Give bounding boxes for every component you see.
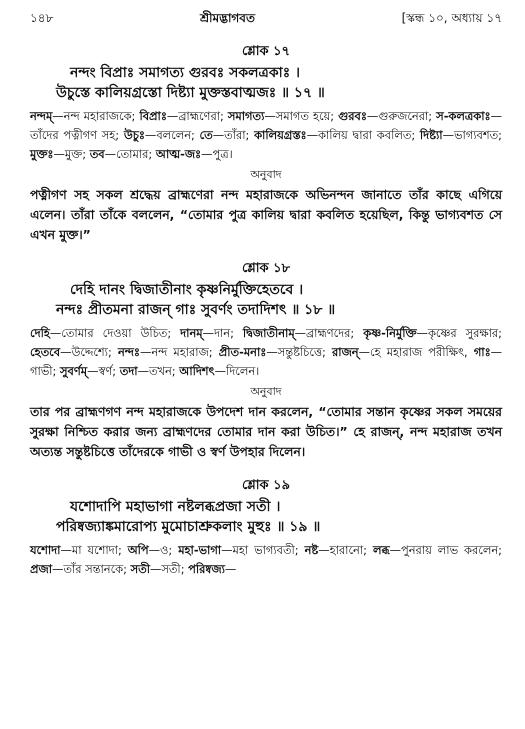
sanskrit-word: নন্দম্ bbox=[30, 109, 53, 123]
word-meaning: হে মহারাজ পরীক্ষিৎ, bbox=[369, 345, 468, 359]
word-meaning: ভাগ্যবশত; bbox=[453, 128, 503, 142]
anubad-label: অনুবাদ bbox=[250, 168, 282, 181]
sanskrit-word: কৃষ্ণ-নির্মুক্তি bbox=[363, 326, 417, 340]
sanskrit-word: দানম্ bbox=[180, 326, 203, 340]
word-by-word: নন্দম্—নন্দ মহারাজকে; বিপ্রাঃ—ব্রাহ্মণেরা; সমাগত্য—সমাগত হয়ে; গুরবঃ—গুরুজনেরা; স-কলত্রকাঃ—তাঁদের পত্নীগণ সহ; উচুঃ—বললেন; তে—তাঁরা; কালিয়গ্রস্তঃ—কালিয় দ্বারা কবলিত; দিষ্ট্যা—ভাগ্যবশত; মুক্তঃ—মুক্ত; তব—তোমার; আত্ম-জঃ—পুত্র। bbox=[30, 109, 503, 161]
sloka-heading: শ্লোক ১৯ bbox=[241, 478, 291, 493]
verse-list bbox=[30, 42, 502, 579]
sanskrit-word: দ্বিজাতীনাম্ bbox=[242, 326, 295, 340]
word-by-word: দেহি—তোমার দেওয়া উচিত; দানম্—দান; দ্বিজাতীনাম্—ব্রাহ্মণদের; কৃষ্ণ-নির্মুক্তি—কৃষ্ণের সুরক্ষার; হেতবে—উদ্দেশ্যে; নন্দঃ—নন্দ মহারাজ; প্রীত-মনাঃ—সন্তুষ্টচিত্তে; রাজন্—হে মহারাজ পরীক্ষিৎ, গাঃ—গাভী; সুবর্ণম্—স্বর্ণ; তদা—তখন; আদিশৎ—দিলেন। bbox=[30, 326, 503, 378]
word-meaning: উদ্দেশ্যে; bbox=[71, 345, 112, 359]
word-meaning: দান; bbox=[213, 326, 234, 340]
chapter-ref: [স্কন্ধ ১০, অধ্যায় ১৭ bbox=[401, 11, 502, 25]
sanskrit-word: বিপ্রাঃ bbox=[139, 109, 167, 123]
translation: পত্নীগণ সহ সকল শ্রদ্ধেয় ব্রাহ্মণেরা নন্দ মহারাজকে অভিনন্দন জানাতে তাঁর কাছে এগিয়ে এলেন। তাঁরা তাঁকে বললেন, “তোমার পুত্র কালিয় দ্বারা কবলিত হয়েছিল, কিন্তু ভাগ্যবশত সে এখন মুক্ত।” bbox=[30, 187, 502, 242]
sanskrit-word: উচুঃ bbox=[123, 128, 145, 142]
sanskrit-word: মুক্তঃ bbox=[30, 147, 54, 161]
sanskrit-word: সতী bbox=[130, 562, 150, 576]
word-meaning: তোমার; bbox=[116, 147, 153, 161]
sanskrit-word: প্রীত-মনাঃ bbox=[218, 345, 267, 359]
word-meaning: গুরুজনেরা; bbox=[378, 109, 433, 123]
sanskrit-word: সমাগত্য bbox=[227, 109, 265, 123]
word-meaning: দিলেন। bbox=[226, 364, 260, 378]
sloka-heading: শ্লোক ১৮ bbox=[241, 261, 291, 276]
sanskrit-word: রাজন্ bbox=[332, 345, 359, 359]
book-title: শ্রীমদ্ভাগবত bbox=[199, 11, 255, 25]
sanskrit-word: পরিষ্বজ্য bbox=[188, 562, 225, 576]
word-meaning: নন্দ মহারাজকে; bbox=[63, 109, 136, 123]
word-meaning: তোমার দেওয়া উচিত; bbox=[61, 326, 172, 340]
anubad-label: অনুবাদ bbox=[250, 385, 282, 398]
word-meaning: ব্রাহ্মণদের; bbox=[306, 326, 355, 340]
translation: তার পর ব্রাহ্মণগণ নন্দ মহারাজকে উপদেশ দান করলেন, “তোমার সন্তান কৃষ্ণের সকল সময়ের সুরক্ষা নিশ্চিত করার জন্য ব্রাহ্মণদের তোমার দান করা উচিত।” হে রাজন্, নন্দ মহারাজ তখন অত্যন্ত সন্তুষ্টচিত্তে তাঁদেরকে গাভী ও স্বর্ণ উপহার দিলেন। bbox=[30, 404, 502, 459]
verse-block bbox=[30, 476, 502, 579]
verse-block bbox=[30, 259, 502, 462]
sloka-heading: শ্লোক ১৭ bbox=[241, 44, 291, 59]
sanskrit-word: মহা-ভাগা bbox=[178, 543, 222, 557]
sanskrit-word: দিষ্ট্যা bbox=[419, 128, 443, 142]
word-meaning: কালিয় দ্বারা কবলিত; bbox=[318, 128, 416, 142]
sanskrit-word: গুরবঃ bbox=[338, 109, 367, 123]
word-meaning: তখন; bbox=[148, 364, 176, 378]
sanskrit-word: দেহি bbox=[30, 326, 50, 340]
page bbox=[30, 10, 502, 579]
word-meaning: মা যশোদা; bbox=[71, 543, 122, 557]
sanskrit-word: স-কলত্রকাঃ bbox=[436, 109, 491, 123]
word-meaning: কৃষ্ণের সুরক্ষার; bbox=[427, 326, 503, 340]
word-meaning: তাঁর সন্তানকে; bbox=[63, 562, 127, 576]
page-number: ১৪৮ bbox=[30, 11, 54, 25]
verse-block bbox=[30, 42, 502, 245]
word-meaning: বললেন; bbox=[156, 128, 195, 142]
word-meaning: মহা ভাগ্যবতী; bbox=[232, 543, 299, 557]
word-meaning: নন্দ মহারাজ; bbox=[151, 345, 213, 359]
word-meaning: তাঁরা; bbox=[224, 128, 250, 142]
word-meaning: স্বর্ণ; bbox=[98, 364, 117, 378]
verse-line: দেহি দানং দ্বিজাতীনাং কৃষ্ণনির্মুক্তিহেতবে । bbox=[70, 282, 304, 298]
word-meaning: সতী; bbox=[161, 562, 185, 576]
sanskrit-word: আত্ম-জঃ bbox=[155, 147, 202, 161]
sanskrit-word: নন্দঃ bbox=[117, 345, 140, 359]
sanskrit-word: গাঃ bbox=[473, 345, 491, 359]
word-meaning: মুক্ত; bbox=[64, 147, 87, 161]
sanskrit-word: কালিয়গ্রস্তঃ bbox=[254, 128, 307, 142]
sanskrit-word: তদা bbox=[119, 364, 138, 378]
sanskrit-word: নষ্ট bbox=[304, 543, 319, 557]
sanskrit-word: তব bbox=[89, 147, 105, 161]
verse-line: পরিষ্বজ্যাঙ্কমারোপ্য মুমোচাশ্রুকলাং মুহুঃ ॥ ১৯ ॥ bbox=[56, 519, 321, 535]
verse-line: উচুস্তে কালিয়গ্রস্তো দিষ্ট্যা মুক্তস্তবাত্মজঃ ॥ ১৭ ॥ bbox=[56, 85, 325, 101]
verse-line: নন্দং বিপ্রাঃ সমাগত্য গুরবঃ সকলত্রকাঃ । bbox=[70, 65, 301, 81]
sanskrit-word: প্রজা bbox=[30, 562, 52, 576]
sanskrit-word: যশোদা bbox=[30, 543, 61, 557]
sanskrit-word: সুবর্ণম্ bbox=[59, 364, 88, 378]
sanskrit-word: আদিশৎ bbox=[179, 364, 215, 378]
sanskrit-word: তে bbox=[199, 128, 213, 142]
word-meaning: ব্রাহ্মণেরা; bbox=[178, 109, 224, 123]
word-by-word: যশোদা—মা যশোদা; অপি—ও; মহা-ভাগা—মহা ভাগ্যবতী; নষ্ট—হারানো; লব্ধ—পুনরায় লাভ করলেন; প্রজা—তাঁর সন্তানকে; সতী—সতী; পরিষ্বজ্য— bbox=[30, 543, 502, 576]
sanskrit-word: হেতবে bbox=[30, 345, 61, 359]
word-meaning: ও; bbox=[160, 543, 173, 557]
word-meaning: গাভী; bbox=[30, 364, 57, 378]
verse-line: যশোদাপি মহাভাগা নষ্টলব্ধপ্রজা সতী । bbox=[70, 499, 281, 515]
verse-line: নন্দঃ প্রীতমনা রাজন্ গাঃ সুবর্ণং তদাদিশৎ ॥ ১৮ ॥ bbox=[56, 302, 336, 318]
sanskrit-word: অপি bbox=[127, 543, 149, 557]
word-meaning: পুত্র। bbox=[212, 147, 233, 161]
page-header bbox=[30, 10, 502, 40]
sanskrit-word: লব্ধ bbox=[372, 543, 390, 557]
word-meaning: সমাগত হয়ে; bbox=[275, 109, 335, 123]
word-meaning: পুনরায় লাভ করলেন; bbox=[401, 543, 502, 557]
word-meaning: তাঁদের পত্নীগণ সহ; bbox=[30, 128, 120, 142]
word-meaning: হারানো; bbox=[329, 543, 367, 557]
word-meaning: সন্তুষ্টচিত্তে; bbox=[277, 345, 326, 359]
